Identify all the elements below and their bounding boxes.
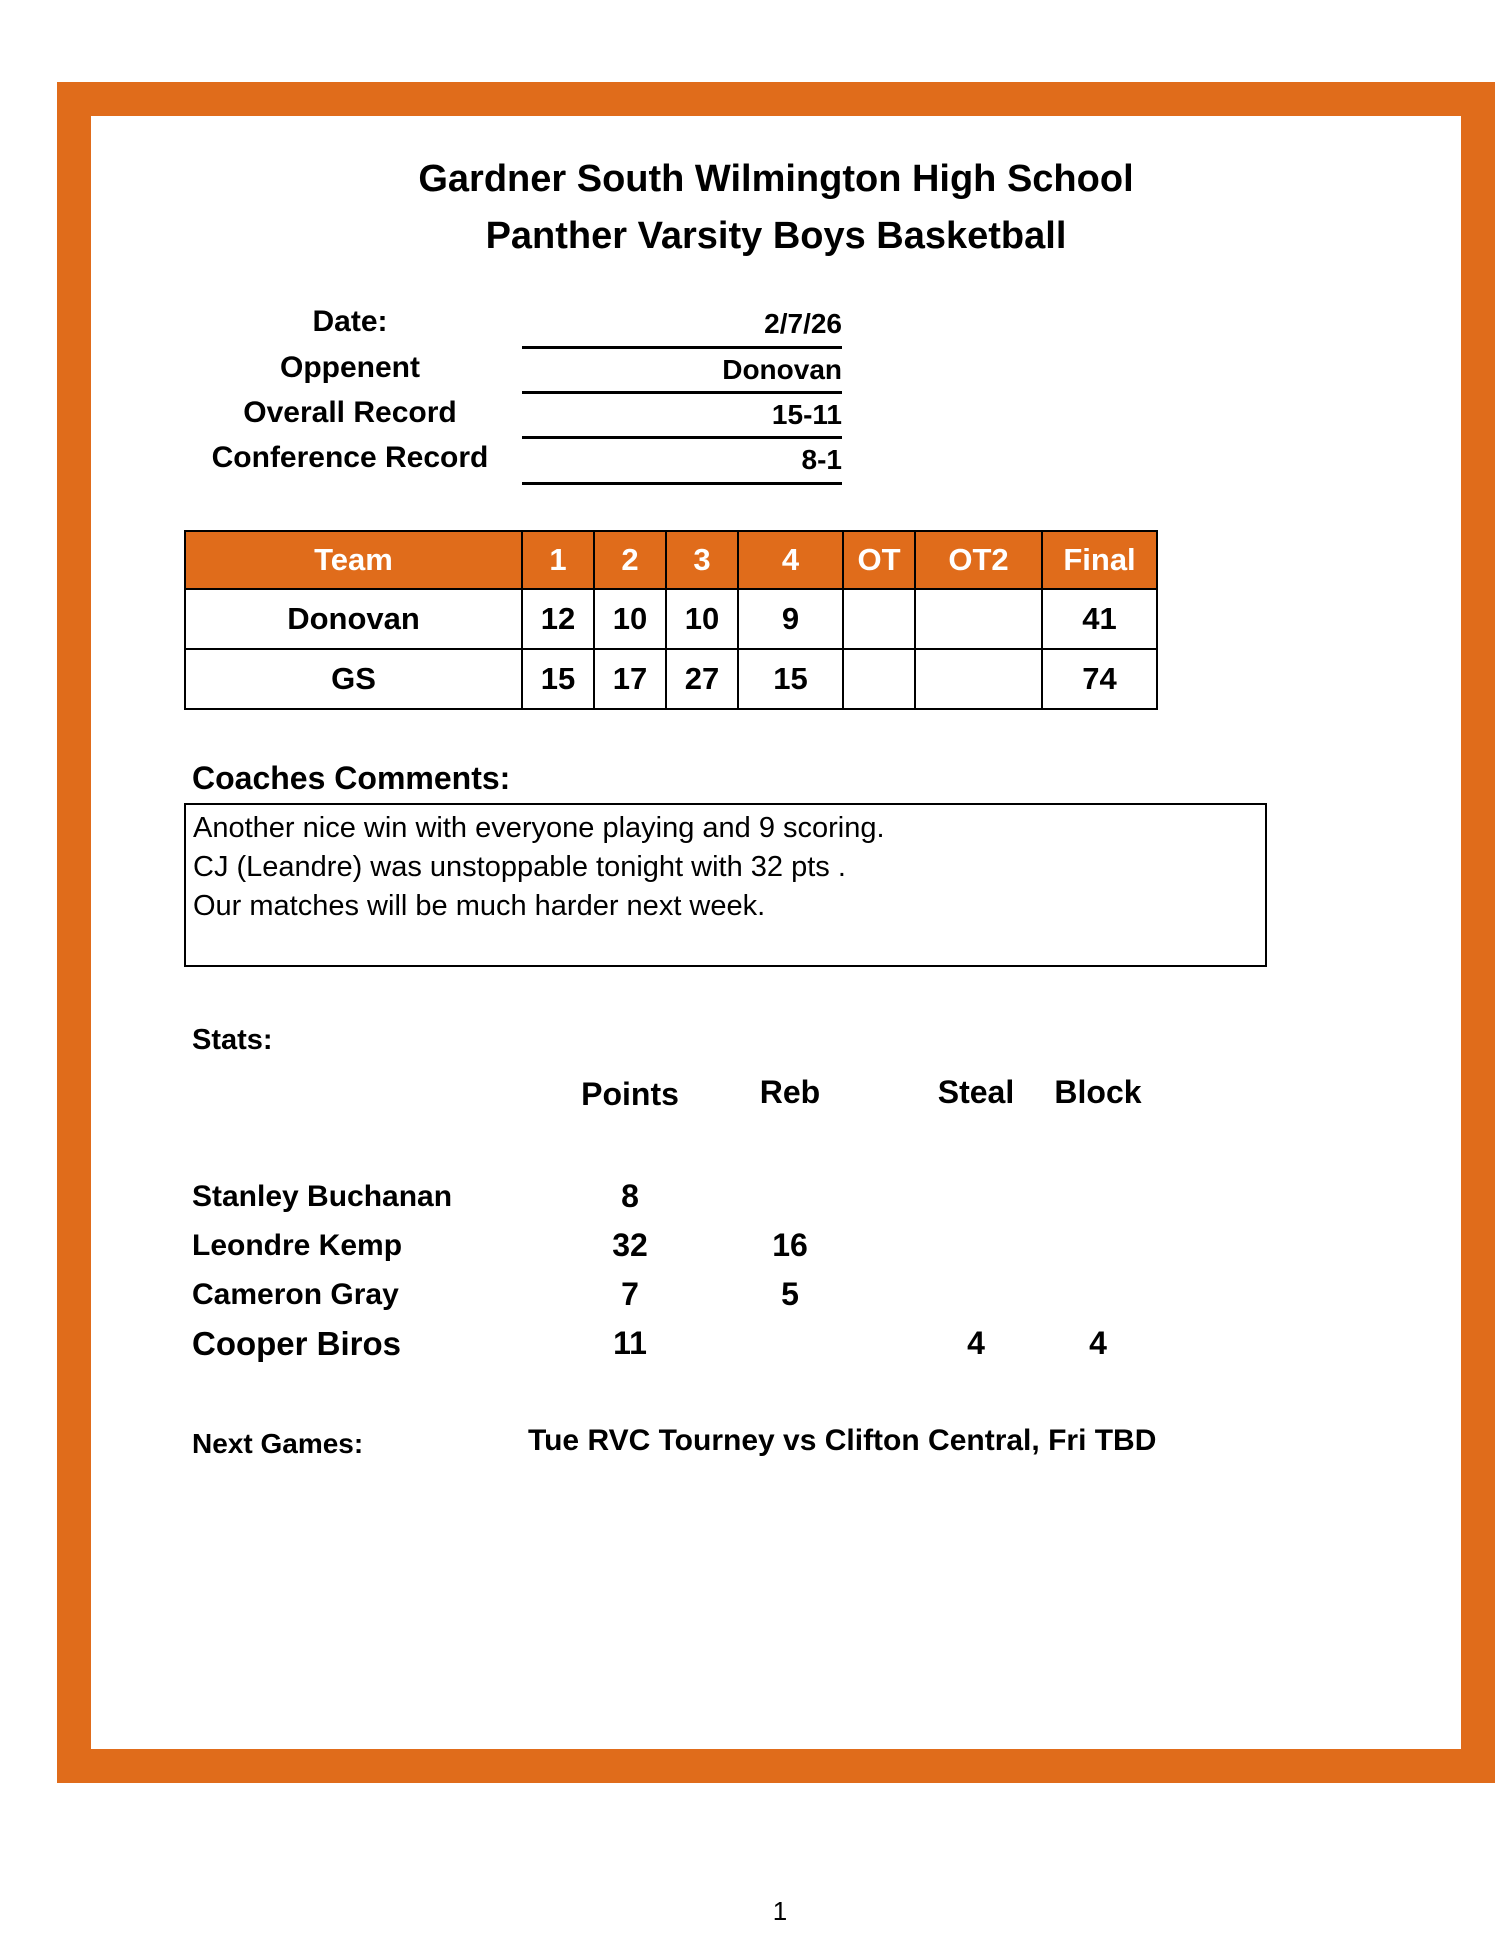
score-cell: 10 <box>594 589 666 649</box>
score-cell <box>843 589 915 649</box>
table-row <box>185 649 1157 709</box>
comment-line: Our matches will be much harder next week. <box>193 890 766 922</box>
next-games-label: Next Games: <box>192 1428 364 1459</box>
comments-box <box>184 803 1267 967</box>
score-cell <box>915 589 1042 649</box>
info-label-conference-record: Conference Record <box>211 441 489 474</box>
info-label-opponent: Oppenent <box>280 351 420 384</box>
score-cell <box>915 649 1042 709</box>
score-cell: 17 <box>594 649 666 709</box>
comment-line: CJ (Leandre) was unstoppable tonight with 32 pts . <box>193 851 846 883</box>
stats-label: Stats: <box>192 1024 273 1056</box>
player-points: 7 <box>621 1276 639 1312</box>
score-cell: 27 <box>666 649 738 709</box>
score-team-name: GS <box>185 649 522 709</box>
score-header-cell: 3 <box>666 531 738 589</box>
score-cell: 15 <box>522 649 594 709</box>
player-reb: 5 <box>781 1276 799 1312</box>
score-final: 41 <box>1042 589 1157 649</box>
score-header-cell: 1 <box>522 531 594 589</box>
score-table <box>184 530 1158 710</box>
stats-column-block: Block <box>1054 1074 1142 1110</box>
player-name: Leondre Kemp <box>192 1229 403 1262</box>
score-cell: 12 <box>522 589 594 649</box>
stats-column-steal: Steal <box>937 1074 1015 1110</box>
info-underline <box>522 391 842 394</box>
score-cell: 10 <box>666 589 738 649</box>
stats-column-reb: Reb <box>759 1074 821 1110</box>
info-value-overall-record: 15-11 <box>771 399 842 430</box>
comments-label: Coaches Comments: <box>192 760 511 796</box>
info-underline <box>522 436 842 439</box>
player-points: 11 <box>613 1325 647 1361</box>
player-name: Cooper Biros <box>192 1325 402 1362</box>
score-header-cell: Team <box>185 531 522 589</box>
info-label-date: Date: <box>312 305 388 338</box>
next-games-value: Tue RVC Tourney vs Clifton Central, Fri TBD <box>528 1424 1157 1457</box>
player-points: 32 <box>612 1227 648 1263</box>
score-header-row <box>185 531 1157 589</box>
team-name: Panther Varsity Boys Basketball <box>485 215 1067 257</box>
score-cell: 9 <box>738 589 843 649</box>
player-reb: 16 <box>772 1227 808 1263</box>
info-label-overall-record: Overall Record <box>243 396 457 429</box>
player-name: Stanley Buchanan <box>192 1180 453 1213</box>
score-header-cell: Final <box>1042 531 1157 589</box>
comment-line: Another nice win with everyone playing and 9 scoring. <box>193 812 885 844</box>
school-name: Gardner South Wilmington High School <box>418 158 1134 200</box>
page-number: 1 <box>772 1896 788 1926</box>
score-team-name: Donovan <box>185 589 522 649</box>
score-cell <box>843 649 915 709</box>
info-underline <box>522 482 842 485</box>
score-cell: 15 <box>738 649 843 709</box>
score-header-cell: OT2 <box>915 531 1042 589</box>
player-block: 4 <box>1089 1325 1107 1361</box>
player-points: 8 <box>621 1178 639 1214</box>
info-value-opponent: Donovan <box>722 354 842 385</box>
score-header-cell: OT <box>843 531 915 589</box>
player-steal: 4 <box>967 1325 985 1361</box>
stats-column-points: Points <box>581 1076 679 1112</box>
score-header-cell: 2 <box>594 531 666 589</box>
table-row <box>185 589 1157 649</box>
info-underline <box>522 346 842 349</box>
info-value-conference-record: 8-1 <box>801 444 842 475</box>
player-name: Cameron Gray <box>192 1278 399 1311</box>
score-final: 74 <box>1042 649 1157 709</box>
score-header-cell: 4 <box>738 531 843 589</box>
info-value-date: 2/7/26 <box>764 308 842 339</box>
